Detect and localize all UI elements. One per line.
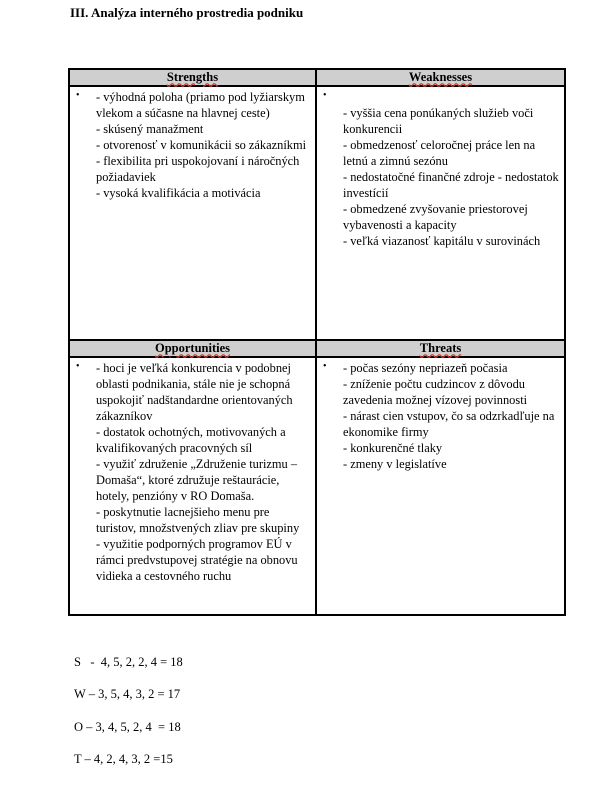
list-item: - veľká viazanosť kapitálu v surovinách (343, 234, 541, 248)
strengths-header (69, 69, 316, 86)
opportunities-title: Opportunities (154, 341, 230, 355)
bullet-icon: • (323, 361, 327, 372)
weaknesses-list (343, 89, 560, 249)
weaknesses-header (316, 69, 565, 86)
bullet-icon: • (76, 90, 80, 101)
list-item: - skúsený manažment (96, 122, 204, 136)
threats-title: Threats (419, 341, 462, 355)
list-item: - vyššia cena ponúkaných služieb voči konkurencii (343, 106, 534, 136)
list-item: - počas sezóny nepriazeň počasia (343, 361, 508, 375)
list-item: - otvorenosť v komunikácii so zákazníkmi (96, 138, 307, 152)
list-item: - hoci je veľká konkurencia v podobnej oblasti podnikania, stále nie je schopná uspokojiť nadštandardne orientovaných zákazníkov (96, 361, 293, 423)
opportunities-cell (69, 357, 316, 615)
list-item: - zmeny v legislatíve (343, 457, 447, 471)
swot-scores (74, 652, 183, 781)
list-item: - vysoká kvalifikácia a motivácia (96, 186, 261, 200)
list-item: - obmedzenosť celoročnej práce len na letnú a zimnú sezónu (343, 138, 536, 168)
section-heading: III. Analýza interného prostredia podniku (70, 5, 304, 20)
weaknesses-cell (316, 86, 565, 340)
strengths-title: Strengths (166, 70, 219, 84)
threats-header (316, 340, 565, 357)
list-item: - nedostatočné finančné zdroje - nedostatok investícií (343, 170, 559, 200)
list-item: - nárast cien vstupov, čo sa odzrkadľuje na ekonomike firmy (343, 409, 555, 439)
swot-table (68, 68, 566, 616)
score-strengths: S - 4, 5, 2, 2, 4 = 18 (74, 655, 183, 669)
opportunities-list (96, 360, 311, 584)
bullet-icon: • (323, 90, 327, 101)
list-item: - výhodná poloha (priamo pod lyžiarskym vlekom a súčasne na hlavnej ceste) (96, 90, 305, 120)
threats-list (343, 360, 560, 472)
blank-line (343, 89, 560, 105)
bullet-icon: • (76, 361, 80, 372)
list-item: - zníženie počtu cudzincov z dôvodu zavedenia možnej vízovej povinnosti (343, 377, 528, 407)
list-item: - flexibilita pri uspokojovaní i náročných požiadaviek (96, 154, 300, 184)
opportunities-header (69, 340, 316, 357)
list-item: - využiť združenie „Združenie turizmu – Domaša“, ktoré združuje reštaurácie, hotely, penzióny v RO Domaša. (96, 457, 298, 503)
score-threats: T – 4, 2, 4, 3, 2 =15 (74, 751, 173, 766)
list-item: - konkurenčné tlaky (343, 441, 443, 455)
score-opportunities: O – 3, 4, 5, 2, 4 = 18 (74, 719, 181, 734)
weaknesses-title: Weaknesses (408, 70, 473, 84)
strengths-cell (69, 86, 316, 340)
list-item: - dostatok ochotných, motivovaných a kvalifikovaných pracovných síl (96, 425, 286, 455)
list-item: - využitie podporných programov EÚ v rámci predvstupovej stratégie na obnovu vidieka a cestovného ruchu (96, 537, 298, 583)
score-weaknesses: W – 3, 5, 4, 3, 2 = 17 (74, 687, 181, 702)
strengths-list (96, 89, 311, 201)
list-item: - obmedzené zvyšovanie priestorovej vybavenosti a kapacity (343, 202, 528, 232)
list-item: - poskytnutie lacnejšieho menu pre turistov, množstvených zliav pre skupiny (96, 505, 300, 535)
threats-cell (316, 357, 565, 615)
